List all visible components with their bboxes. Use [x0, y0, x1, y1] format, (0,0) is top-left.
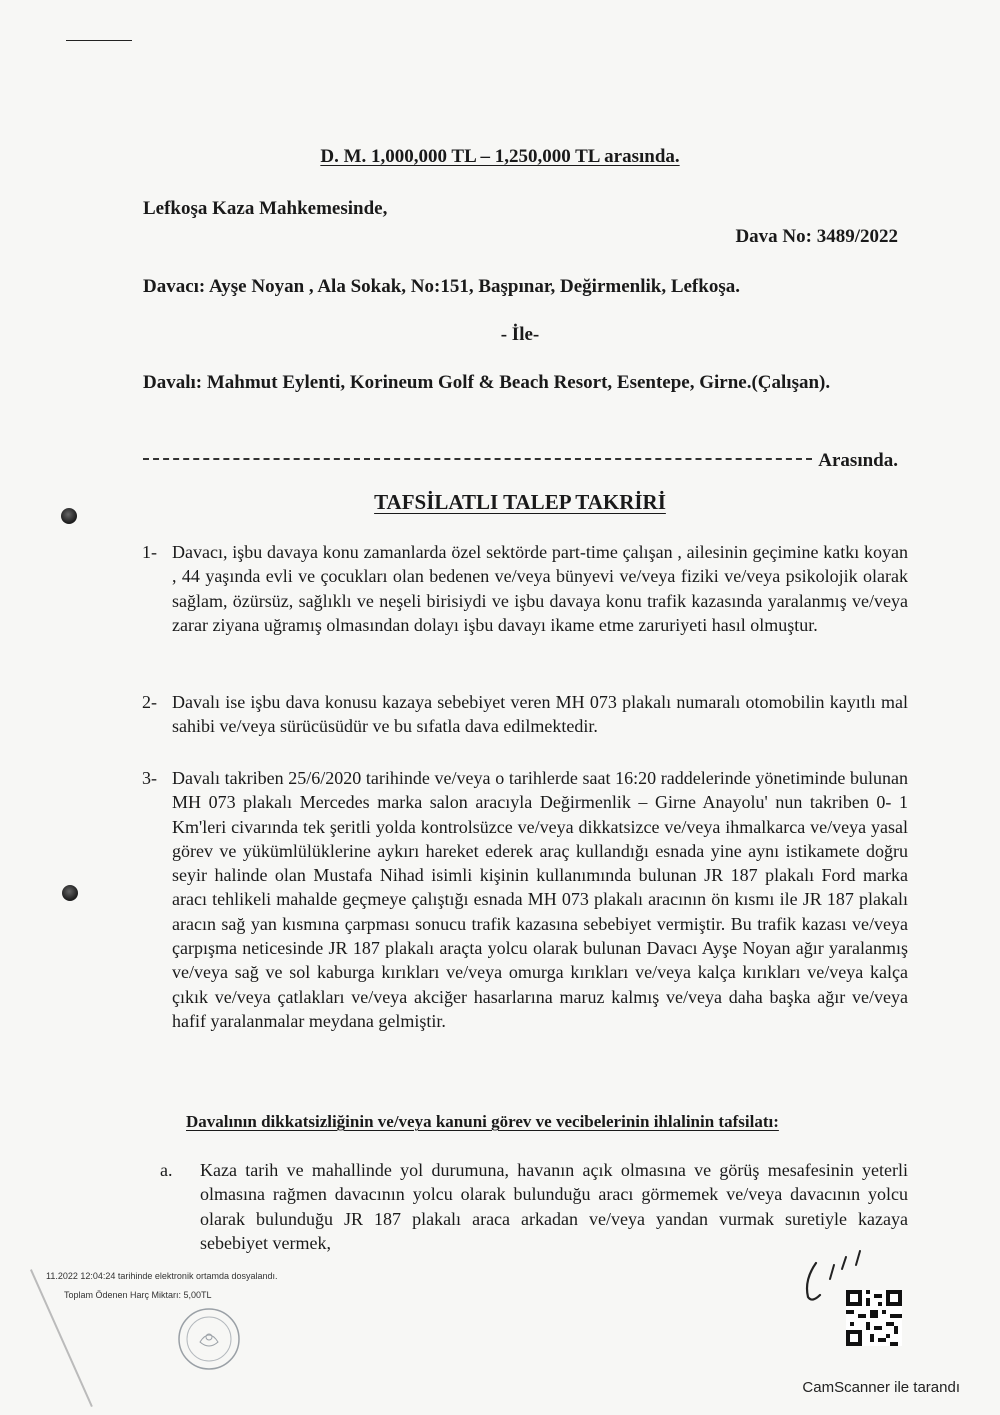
defendant-line: Davalı: Mahmut Eylenti, Korineum Golf & Beach Resort, Esentepe, Girne.(Çalışan). — [143, 372, 831, 393]
paragraph-text: Davalı takriben 25/6/2020 tarihinde ve/veya o tarihlerde saat 16:20 raddelerinde yönetiminde bulunan MH 073 plakalı Mercedes marka salon aracıyla Değirmenlik – Girne Anayolu' nun takriben 0- 1 Km'leri civarında tek şeritli yolda kontrolsüzce ve/veya dikkatsizce ve/veya ihmalkarca ve/veya yasal görev ve yükümlülüklerine aykırı hareket ederek araç kullandığı esnada yine aynı istikamete doğru seyir halinde olan Mustafa Nihad isimli kişinin kullanımında bulunan JR 187 plakalı Ford marka aracı tehlikeli mahalde geçmeye çalıştığı esnada MH 073 plakalı aracının ön kısmı ile JR 187 plakalı aracın sağ yan kısmına çarpması sonucu trafik kazasına sebebiyet vermiştir. Bu trafik kazası ve/veya çarpışma neticesinde JR 187 plakalı araçta yolcu olarak bulunan Davacı Ayşe Noyan ağır yaralanmış ve/veya sağ ve sol kaburga kırıkları ve/veya omurga kırıkları ve/veya kalça kırıkları ve/veya kalça çıkık ve/veya çatlakları ve/veya akciğer hasarlarına maruz kalmış ve/veya daha başka ağır ve/veya hafif yaralanmalar meydana gelmiştir. — [172, 768, 908, 1031]
scanner-watermark: CamScanner ile tarandı — [802, 1379, 960, 1396]
filing-stamp-text: 11.2022 12:04:24 tarihinde elektronik ortamda dosyalandı. — [46, 1271, 278, 1281]
claim-amount-heading: D. M. 1,000,000 TL – 1,250,000 TL arasında. — [320, 146, 680, 167]
paragraph-1 — [142, 540, 908, 637]
paragraph-2 — [142, 690, 908, 739]
sub-item-a — [160, 1158, 908, 1255]
paragraph-3 — [142, 766, 908, 1033]
between-label: Arasında. — [818, 450, 898, 471]
negligence-details-heading: Davalının dikkatsizliğinin ve/veya kanuni görev ve vecibelerinin ihlalinin tafsilatı: — [186, 1112, 779, 1131]
punch-hole-icon — [62, 885, 78, 901]
fee-stamp-text: Toplam Ödenen Harç Miktarı: 5,00TL — [64, 1290, 212, 1300]
court-seal-icon — [176, 1306, 242, 1372]
ile-separator: - İle- — [500, 324, 540, 345]
paragraph-number: 2- — [142, 692, 157, 712]
paragraph-number: 3- — [142, 768, 157, 788]
paragraph-number: 1- — [142, 542, 157, 562]
sub-item-letter: a. — [160, 1160, 173, 1180]
section-title: TAFSİLATLI TALEP TAKRİRİ — [374, 490, 666, 514]
paragraph-text: Davalı ise işbu dava konusu kazaya sebebiyet veren MH 073 plakalı numaralı otomobilin kayıtlı mal sahibi ve/veya sürücüsüdür ve bu sıfatla dava edilmektedir. — [172, 692, 908, 737]
dashed-rule — [143, 458, 812, 460]
between-line — [143, 450, 898, 472]
plaintiff-line: Davacı: Ayşe Noyan , Ala Sokak, No:151, Başpınar, Değirmenlik, Lefkoşa. — [143, 276, 740, 297]
paragraph-text: Davacı, işbu davaya konu zamanlarda özel sektörde part-time çalışan , ailesinin geçimine katkı koyan , 44 yaşında evli ve çocukları olan bedenen ve/veya bünyevi ve/veya fiziki ve/veya psikolojik olarak sağlam, özürsüz, sağlıklı ve neşeli birisiydi ve işbu davaya konu trafik kazasında yaralanmış ve/veya zarar ziyana uğramış olmasından dolayı işbu davayı ikame etme zaruriyeti hasıl olmuştur. — [172, 542, 908, 635]
punch-hole-icon — [61, 508, 77, 524]
top-rule — [66, 40, 132, 41]
qr-code-icon — [846, 1290, 902, 1346]
sub-item-text: Kaza tarih ve mahallinde yol durumuna, havanın açık olmasına ve görüş mesafesinin yeterli olmasına rağmen davacının yolcu olarak bulunduğu aracı görmemek ve/veya davacının yolcu olarak bulunduğu JR 187 plakalı araca arkadan ve/veya yandan vurmak suretiyle kazaya sebebiyet vermek, — [200, 1160, 908, 1253]
court-name: Lefkoşa Kaza Mahkemesinde, — [143, 198, 388, 219]
case-number: Dava No: 3489/2022 — [735, 226, 898, 247]
